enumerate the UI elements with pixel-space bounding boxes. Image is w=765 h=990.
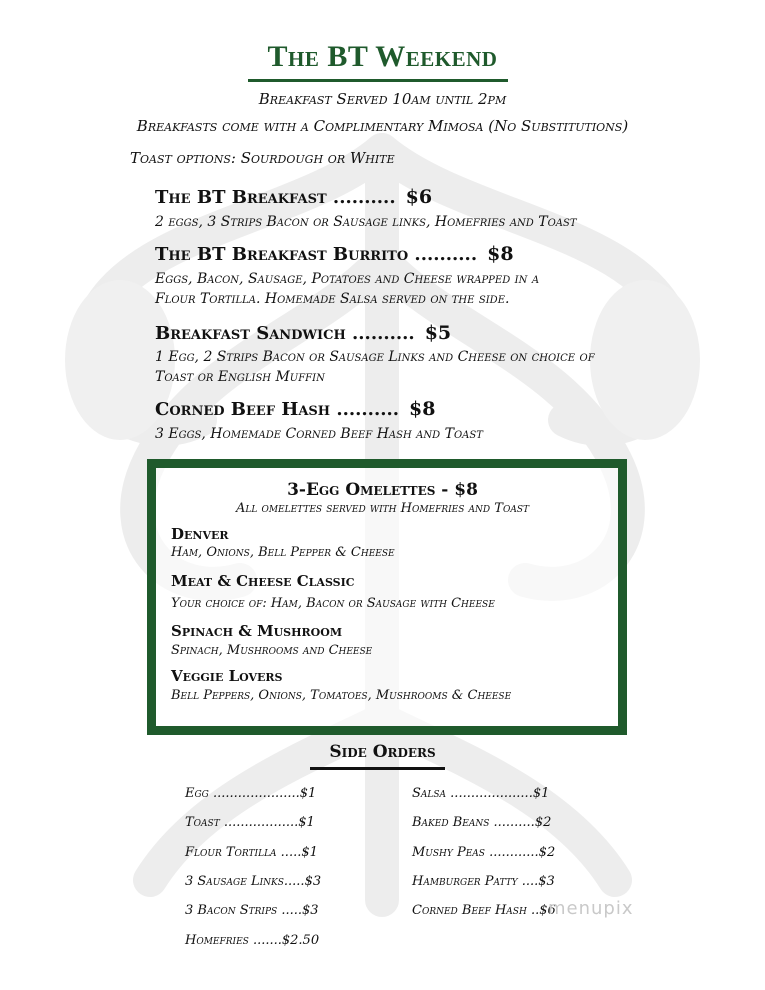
omelette-name: Spinach & Mushroom	[171, 622, 342, 640]
side-item: 3 Bacon Strips .....$3	[185, 903, 319, 918]
item-price: $6	[405, 186, 433, 208]
toast-options: Toast options: Sourdough or White	[130, 149, 395, 167]
omelette-description: Bell Peppers, Onions, Tomatoes, Mushrooms & Cheese	[171, 688, 512, 703]
item-description: Toast or English Muffin	[155, 369, 325, 385]
menu-item	[155, 243, 514, 265]
menu-item	[155, 186, 432, 208]
side-item: Egg .....................$1	[185, 786, 317, 801]
side-item: Salsa ....................$1	[412, 786, 550, 801]
side-item: Homefries .......$2.50	[185, 933, 320, 948]
omelette-description: Your choice of: Ham, Bacon or Sausage with Cheese	[171, 596, 495, 611]
side-item: Hamburger Patty ....$3	[412, 874, 555, 889]
side-item: Mushy Peas ............$2	[412, 845, 556, 860]
served-hours: Breakfast Served 10am until 2pm	[258, 90, 507, 108]
item-description: 3 Eggs, Homemade Corned Beef Hash and Toast	[155, 426, 483, 442]
item-name: The BT Breakfast Burrito ..........	[155, 244, 478, 265]
side-item: Flour Tortilla .....$1	[185, 845, 318, 860]
omelettes-title: 3-Egg Omelettes - $8	[287, 480, 478, 500]
item-name: Corned Beef Hash ..........	[155, 399, 400, 420]
title-underline	[248, 79, 508, 82]
item-description: Eggs, Bacon, Sausage, Potatoes and Cheese wrapped in a	[155, 271, 540, 287]
item-price: $8	[487, 243, 514, 265]
item-price: $5	[424, 322, 452, 344]
item-price: $8	[409, 398, 436, 420]
item-name: The BT Breakfast ..........	[155, 187, 396, 208]
item-description: 1 Egg, 2 Strips Bacon or Sausage Links and Cheese on choice of	[155, 349, 595, 365]
item-description: 2 eggs, 3 Strips Bacon or Sausage links, Homefries and Toast	[155, 214, 577, 230]
omelette-description: Spinach, Mushrooms and Cheese	[171, 643, 373, 658]
omelette-name: Denver	[171, 525, 229, 543]
menu-item	[155, 322, 451, 344]
watermark: menupix	[548, 898, 634, 919]
item-description: Flour Tortilla. Homemade Salsa served on the side.	[155, 291, 510, 307]
omelettes-subtitle: All omelettes served with Homefries and Toast	[235, 501, 529, 516]
item-name: Breakfast Sandwich ..........	[155, 323, 415, 344]
omelette-description: Ham, Onions, Bell Pepper & Cheese	[171, 545, 395, 560]
side-item: Toast ..................$1	[185, 815, 315, 830]
side-orders-title: Side Orders	[329, 742, 436, 762]
mimosa-note: Breakfasts come with a Complimentary Mimosa (No Substitutions)	[136, 117, 629, 135]
side-item: 3 Sausage Links.....$3	[185, 874, 322, 889]
side-orders-underline	[310, 767, 445, 770]
side-item: Corned Beef Hash ..$6	[412, 903, 556, 918]
omelette-name: Veggie Lovers	[171, 667, 283, 685]
menu-item	[155, 398, 435, 420]
menu-title: The BT Weekend	[267, 40, 498, 73]
omelette-name: Meat & Cheese Classic	[171, 572, 355, 590]
side-item: Baked Beans ..........$2	[412, 815, 552, 830]
